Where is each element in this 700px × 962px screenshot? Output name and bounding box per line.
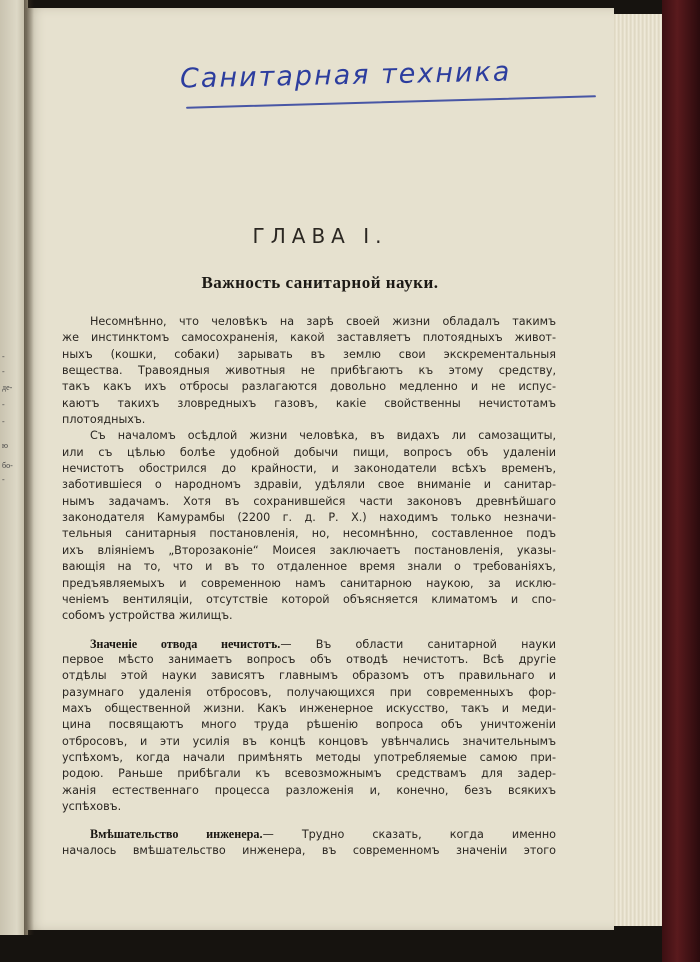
text-line: тельныя санитарныя постановленія, но, несомнѣнно, составленное подъ: [62, 527, 556, 541]
left-margin-fragment: ю: [2, 441, 8, 450]
text-line: заботившіеся о народномъ здравіи, удѣляли свое вниманіе и санитар-: [62, 478, 556, 492]
handwritten-underline: [186, 95, 596, 108]
text-line: цина посвящаютъ много труда рѣшенію вопроса объ уничтоженіи: [62, 718, 556, 732]
handwritten-title: Санитарная техника: [179, 56, 512, 95]
text-line: нечистотъ обострился до крайности, и законодатели всѣхъ временъ,: [62, 462, 556, 476]
text-line: отбросовъ, и эти усилія въ концѣ концовъ увѣнчались значительнымъ: [62, 734, 556, 748]
text-line: ихъ вліяніемъ „Второзаконіе“ Моисея заключаетъ постановленія, указы-: [62, 543, 556, 557]
paragraph-gap: [62, 625, 556, 636]
subhead-drainage: Значеніе отвода нечистотъ.: [90, 636, 281, 651]
text-line: успѣхомъ, когда начали примѣнять методы употребляемые самою при-: [62, 750, 556, 764]
book-cover: [662, 0, 700, 962]
text-line: махъ общественной жизни. Какъ инженерное искусство, такъ и меди-: [62, 701, 556, 715]
text-line: началось вмѣшательство инженера, въ современномъ значеніи этого: [62, 843, 556, 857]
text-run: — Трудно сказать, когда именно: [262, 828, 556, 842]
text-line: собомъ устройства жилищъ.: [62, 609, 233, 623]
text-line: [62, 636, 556, 652]
text-line: вающія на то, что и въ то отдаленное время знали о требованіяхъ,: [62, 560, 556, 574]
text-line: вещества. Травоядныя животныя не прибѣгаютъ къ этому средству,: [62, 364, 556, 378]
subhead-engineer: Вмѣшательство инженера.: [90, 827, 263, 842]
left-margin-fragment: де-: [2, 383, 13, 392]
text-line: предъявляемыхъ и современною намъ санитарною наукою, за исклю-: [62, 576, 556, 590]
text-line: разумнаго удаленія отбросовъ, получающихся при современныхъ фор-: [62, 685, 556, 699]
text-line: [62, 826, 556, 842]
text-line: родою. Раньше прибѣгали къ всевозможнымъ средствамъ для задер-: [62, 767, 556, 781]
text-line: ченіемъ вентиляціи, отсутствіе которой объясняется климатомъ и спо-: [62, 592, 556, 606]
text-line: первое мѣсто занимаетъ вопросъ объ отводѣ нечистотъ. Всѣ другіе: [62, 652, 556, 666]
text-line: успѣховъ.: [62, 799, 122, 813]
text-line: нымъ задачамъ. Хотя въ сохранившейся части законовъ древнѣйшаго: [62, 494, 556, 508]
chapter-heading: ГЛАВА I.: [252, 224, 388, 248]
left-margin-fragment: -: [2, 400, 5, 409]
text-line: Несомнѣнно, что человѣкъ на зарѣ своей жизни обладалъ такимъ: [90, 315, 556, 328]
left-margin-fragment: -: [2, 475, 5, 484]
page-edges: [612, 14, 664, 926]
text-line: ныхъ (кошки, собаки) зарывать въ землю свои экскрементальныя: [62, 347, 556, 361]
text-line: такъ какъ ихъ отбросы разлагаются довольно медленно и не испус-: [62, 380, 556, 394]
text-line: законодателя Камурамбы (2200 г. д. Р. Х.) находимъ только незначи-: [62, 511, 556, 525]
text-run: — Въ области санитарной науки: [280, 637, 556, 651]
page-body: [62, 314, 556, 859]
left-margin-fragment: -: [2, 352, 5, 361]
book-gutter: [24, 0, 34, 935]
text-line: плотоядныхъ.: [62, 413, 146, 427]
text-line: жанія естественнаго процесса разложенія и, конечно, безъ всякихъ: [62, 783, 556, 797]
book-page: [26, 8, 614, 930]
left-margin-fragment: бо-: [2, 461, 13, 470]
text-line: или съ цѣлью болѣе удобной добычи пищи, вопросъ объ удаленіи: [62, 445, 556, 459]
text-line: же инстинктомъ самосохраненія, какой заставляетъ плотоядныхъ живот-: [62, 331, 556, 345]
section-title: Важность санитарной науки.: [201, 273, 439, 292]
text-line: каютъ такихъ зловредныхъ газовъ, какіе свойственны нечистотамъ: [62, 396, 556, 410]
paragraph-gap: [62, 815, 556, 826]
text-line: отдѣлы этой науки зависятъ главнымъ образомъ отъ правильнаго и: [62, 669, 556, 683]
left-margin-fragment: -: [2, 367, 5, 376]
left-margin-fragment: -: [2, 417, 5, 426]
text-line: Съ началомъ осѣдлой жизни человѣка, въ видахъ ли самозащиты,: [90, 429, 556, 443]
